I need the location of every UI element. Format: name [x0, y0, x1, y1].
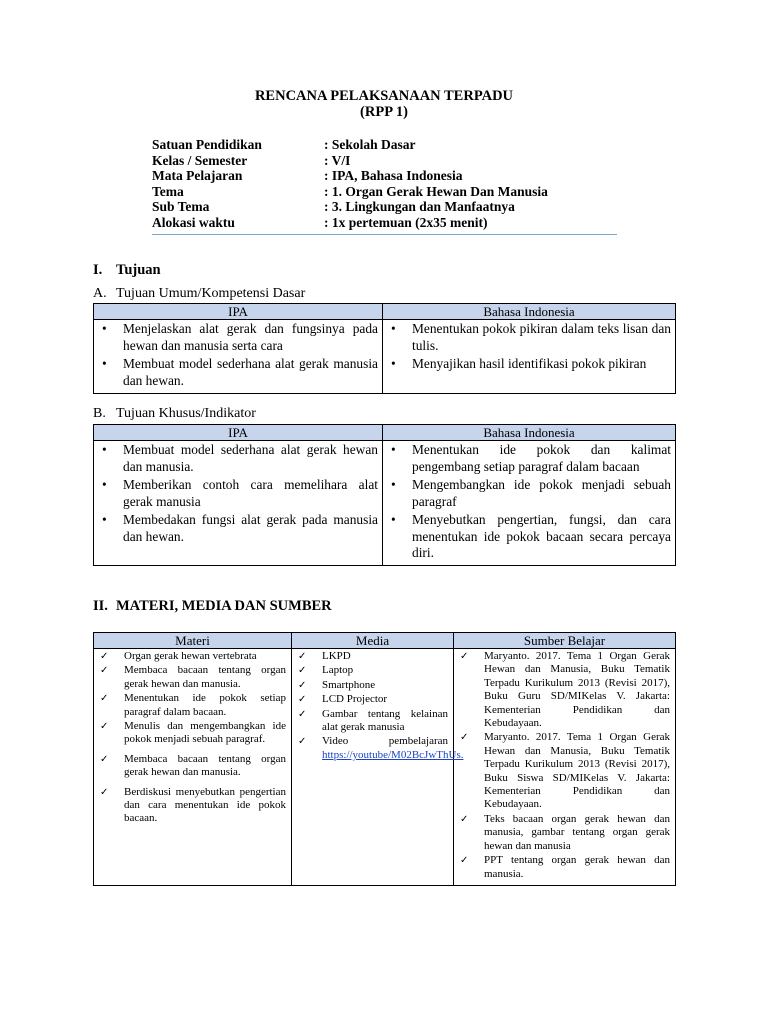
column-header-media: Media: [292, 633, 454, 649]
list-item: • Menentukan ide pokok dan kalimat pengembang setiap paragraf dalam bacaan: [389, 442, 671, 476]
identity-block: [152, 137, 617, 235]
identity-label: Satuan Pendidikan: [152, 137, 262, 152]
identity-value: : V/I: [324, 152, 351, 168]
cell-bahasa-indonesia: [383, 441, 676, 566]
list-item: ✓ Membaca bacaan tentang organ gerak hewan dan manusia.: [98, 664, 286, 691]
cell-ipa: [94, 441, 383, 566]
cell-media: [292, 649, 464, 886]
list-item: ✓ Maryanto. 2017. Tema 1 Organ Gerak Hewan dan Manusia, Buku Tematik Terpadu Kurikulum 2013 (Revisi 2017), Buku Guru SD/MIKelas V. Jakarta: Kementerian Pendidikan dan Kebudayaan.: [458, 650, 670, 730]
column-header-bahasa-indonesia: Bahasa Indonesia: [383, 304, 676, 320]
section-heading-materi: [93, 598, 332, 615]
list-item: • Membedakan fungsi alat gerak pada manusia dan hewan.: [100, 512, 378, 546]
identity-label: Mata Pelajaran: [152, 168, 243, 183]
video-link[interactable]: https://youtube/M02BcJwThUs.: [322, 748, 464, 761]
identity-row: [152, 153, 617, 169]
identity-value: : 3. Lingkungan dan Manfaatnya: [324, 199, 515, 214]
list-item: • Menjelaskan alat gerak dan fungsinya pada hewan dan manusia serta cara: [100, 321, 378, 355]
identity-value: : Sekolah Dasar: [324, 137, 416, 152]
table-tujuan-khusus: [93, 424, 676, 566]
subsection-heading-a: [93, 286, 305, 302]
cell-ipa: [94, 320, 383, 394]
column-header-materi: Materi: [94, 633, 292, 649]
section-number: II.: [93, 598, 108, 614]
identity-label: Kelas / Semester: [152, 152, 248, 168]
identity-row: [152, 137, 617, 153]
identity-value: : 1x pertemuan (2x35 menit): [324, 214, 488, 230]
list-item: ✓ Menentukan ide pokok setiap paragraf dalam bacaan.: [98, 692, 286, 719]
list-item: ✓ Laptop: [296, 664, 448, 677]
section-heading-tujuan: [93, 262, 161, 279]
list-item: • Memberikan contoh cara memelihara alat gerak manusia: [100, 477, 378, 511]
identity-value: : 1. Organ Gerak Hewan Dan Manusia: [324, 183, 548, 199]
table-tujuan-umum: [93, 303, 676, 394]
section-title: MATERI, MEDIA DAN SUMBER: [116, 598, 332, 614]
table-row: [94, 441, 676, 566]
identity-row: [152, 168, 617, 184]
table-row: [94, 649, 676, 886]
document-title: RENCANA PELAKSANAAN TERPADU: [254, 88, 514, 104]
column-header-ipa: IPA: [94, 425, 383, 441]
list-item: ✓ Menulis dan mengembangkan ide pokok menjadi sebuah paragraf.: [98, 720, 286, 747]
table-header-row: [94, 425, 676, 441]
list-item: • Menyajikan hasil identifikasi pokok pikiran: [389, 356, 671, 373]
list-item: ✓ Membaca bacaan tentang organ gerak hewan dan manusia.: [98, 753, 286, 780]
identity-row: [152, 184, 617, 200]
cell-sumber-belajar: [454, 649, 676, 886]
list-item: • Menyebutkan pengertian, fungsi, dan cara menentukan ide pokok bacaan secara percaya diri.: [389, 512, 671, 563]
list-item: ✓ PPT tentang organ gerak hewan dan manusia.: [458, 854, 670, 881]
identity-label: Alokasi waktu: [152, 214, 235, 230]
identity-row: [152, 199, 617, 215]
subsection-number: B.: [93, 406, 106, 421]
list-item: • Membuat model sederhana alat gerak hewan dan manusia.: [100, 442, 378, 476]
cell-materi: [94, 649, 292, 886]
list-item: ✓ LKPD: [296, 650, 448, 663]
subsection-number: A.: [93, 286, 107, 301]
identity-label: Tema: [152, 183, 184, 199]
list-item: ✓ Gambar tentang kelainan alat gerak manusia: [296, 708, 448, 735]
subsection-heading-b: [93, 406, 256, 422]
video-label: Video pembelajaran: [322, 735, 448, 748]
list-item: ✓ LCD Projector: [296, 693, 448, 706]
table-header-row: [94, 304, 676, 320]
document-subtitle: (RPP 1): [360, 104, 408, 120]
cell-bahasa-indonesia: [383, 320, 676, 394]
list-item: ✓ Maryanto. 2017. Tema 1 Organ Gerak Hewan dan Manusia, Buku Tematik Terpadu Kurikulum 2013 (Revisi 2017), Buku Siswa SD/MIKelas V. Jakarta: Kementerian Pendidikan dan Kebudayaan.: [458, 731, 670, 811]
list-item: ✓ Berdiskusi menyebutkan pengertian dan cara menentukan ide pokok bacaan.: [98, 786, 286, 826]
identity-label: Sub Tema: [152, 199, 210, 214]
identity-value: : IPA, Bahasa Indonesia: [324, 168, 463, 183]
list-item: • Mengembangkan ide pokok menjadi sebuah paragraf: [389, 477, 671, 511]
table-row: [94, 320, 676, 394]
subsection-title: Tujuan Khusus/Indikator: [116, 406, 256, 421]
column-header-sumber-belajar: Sumber Belajar: [454, 633, 676, 649]
column-header-ipa: IPA: [94, 304, 383, 320]
section-number: I.: [93, 262, 103, 278]
table-materi-media-sumber: [93, 632, 676, 886]
column-header-bahasa-indonesia: Bahasa Indonesia: [383, 425, 676, 441]
list-item: ✓ Teks bacaan organ gerak hewan dan manusia, gambar tentang organ gerak hewan dan manusia: [458, 813, 670, 853]
subsection-title: Tujuan Umum/Kompetensi Dasar: [116, 286, 306, 301]
list-item: ✓ Smartphone: [296, 679, 448, 692]
identity-row: [152, 215, 617, 231]
table-header-row: [94, 633, 676, 649]
list-item: ✓ Organ gerak hewan vertebrata: [98, 650, 286, 663]
list-item-video: [296, 735, 464, 762]
section-title: Tujuan: [116, 262, 161, 278]
list-item: • Membuat model sederhana alat gerak manusia dan hewan.: [100, 356, 378, 390]
list-item: • Menentukan pokok pikiran dalam teks lisan dan tulis.: [389, 321, 671, 355]
